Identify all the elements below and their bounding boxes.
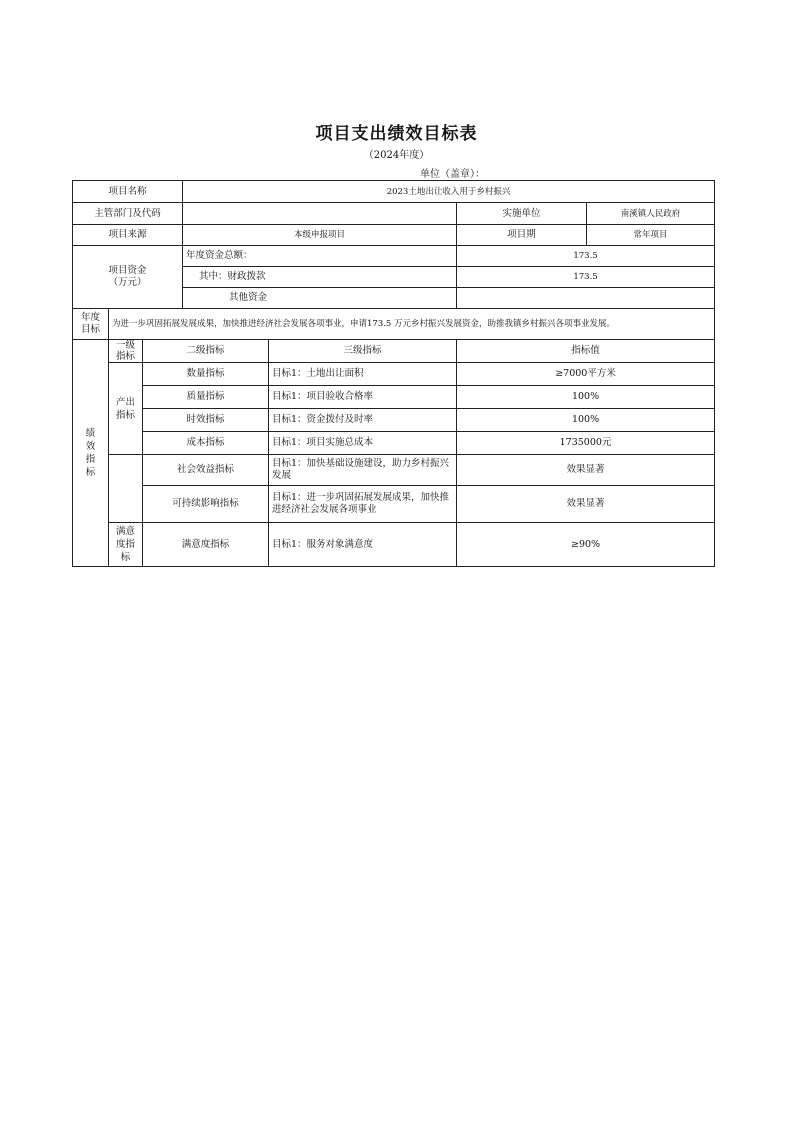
indicator-level3: 目标1：土地出让面积	[269, 363, 457, 386]
indicator-level3: 目标1：服务对象满意度	[269, 523, 457, 567]
fund-fiscal-label: 其中：财政拨款	[183, 267, 457, 288]
indicator-level3: 目标1：资金拨付及时率	[269, 409, 457, 432]
fund-total-label: 年度资金总额：	[183, 246, 457, 267]
fund-fiscal-value: 173.5	[457, 267, 715, 288]
indicator-level2: 满意度指标	[143, 523, 269, 567]
fund-total-value: 173.5	[457, 246, 715, 267]
indicator-level2: 可持续影响指标	[143, 486, 269, 523]
indicator-level2: 质量指标	[143, 386, 269, 409]
source-value: 本级申报项目	[183, 225, 457, 246]
page-title: 项目支出绩效目标表	[315, 124, 478, 144]
header-level2: 二级指标	[143, 340, 269, 363]
goal-label-line1: 年度	[80, 312, 100, 323]
fund-other-label: 其他资金	[183, 288, 457, 309]
indicator-value: 100%	[457, 386, 715, 409]
fund-other-value	[457, 288, 715, 309]
dept-label: 主管部门及代码	[73, 203, 183, 225]
indicator-level2: 数量指标	[143, 363, 269, 386]
header-level1: 一级指标	[109, 340, 143, 363]
row-fund-total	[73, 246, 715, 267]
period-label: 项目期	[457, 225, 587, 246]
indicator-value: ≥7000平方米	[457, 363, 715, 386]
fiscal-year: （2024年度）	[363, 150, 430, 161]
perf-label-char-1: 绩	[85, 428, 96, 439]
funds-label	[73, 246, 183, 309]
effect-indicator-label	[109, 455, 143, 523]
header-value: 指标值	[457, 340, 715, 363]
indicator-row	[73, 523, 715, 567]
indicator-row	[73, 363, 715, 386]
indicator-value: ≥90%	[457, 523, 715, 567]
impl-unit-value: 南溪镇人民政府	[587, 203, 715, 225]
indicator-level3: 目标1：加快基础设施建设，助力乡村振兴发展	[269, 455, 457, 486]
goal-label	[73, 309, 109, 340]
header-level3: 三级指标	[269, 340, 457, 363]
goal-label-line2: 目标	[80, 324, 100, 335]
row-indicator-header	[73, 340, 715, 363]
indicator-value: 效果显著	[457, 486, 715, 523]
period-value: 常年项目	[587, 225, 715, 246]
indicator-level2: 时效指标	[143, 409, 269, 432]
indicator-row	[73, 455, 715, 486]
row-dept	[73, 203, 715, 225]
indicator-value: 100%	[457, 409, 715, 432]
unit-seal-label: 单位（盖章）：	[420, 169, 485, 180]
indicator-level3: 目标1：进一步巩固拓展发展成果，加快推进经济社会发展各项事业	[269, 486, 457, 523]
project-name-value: 2023土地出让收入用于乡村振兴	[183, 181, 715, 203]
satisfaction-indicator-label: 满意度指标	[109, 523, 143, 567]
output-indicator-label: 产出指标	[109, 363, 143, 455]
indicator-level3: 目标1：项目验收合格率	[269, 386, 457, 409]
perf-label-char-2: 效	[85, 441, 96, 452]
row-project-name	[73, 181, 715, 203]
indicator-value: 1735000元	[457, 432, 715, 455]
source-label: 项目来源	[73, 225, 183, 246]
funds-label-line1: 项目资金	[108, 265, 147, 276]
perf-indicator-label	[73, 340, 109, 567]
goal-text: 为进一步巩固拓展发展成果，加快推进经济社会发展各项事业，申请173.5 万元乡村振兴发展资金，助推我镇乡村振兴各项事业发展。	[109, 309, 715, 340]
perf-label-char-4: 标	[85, 467, 96, 478]
indicator-value: 效果显著	[457, 455, 715, 486]
performance-target-table	[72, 180, 715, 567]
indicator-level2: 社会效益指标	[143, 455, 269, 486]
funds-label-line2: （万元）	[108, 277, 147, 288]
row-source	[73, 225, 715, 246]
indicator-level3: 目标1：项目实施总成本	[269, 432, 457, 455]
project-name-label: 项目名称	[73, 181, 183, 203]
indicator-row	[73, 432, 715, 455]
impl-unit-label: 实施单位	[457, 203, 587, 225]
perf-label-char-3: 指	[85, 454, 96, 465]
indicator-row	[73, 386, 715, 409]
indicator-row	[73, 486, 715, 523]
indicator-row	[73, 409, 715, 432]
row-annual-goal	[73, 309, 715, 340]
indicator-level2: 成本指标	[143, 432, 269, 455]
dept-value	[183, 203, 457, 225]
